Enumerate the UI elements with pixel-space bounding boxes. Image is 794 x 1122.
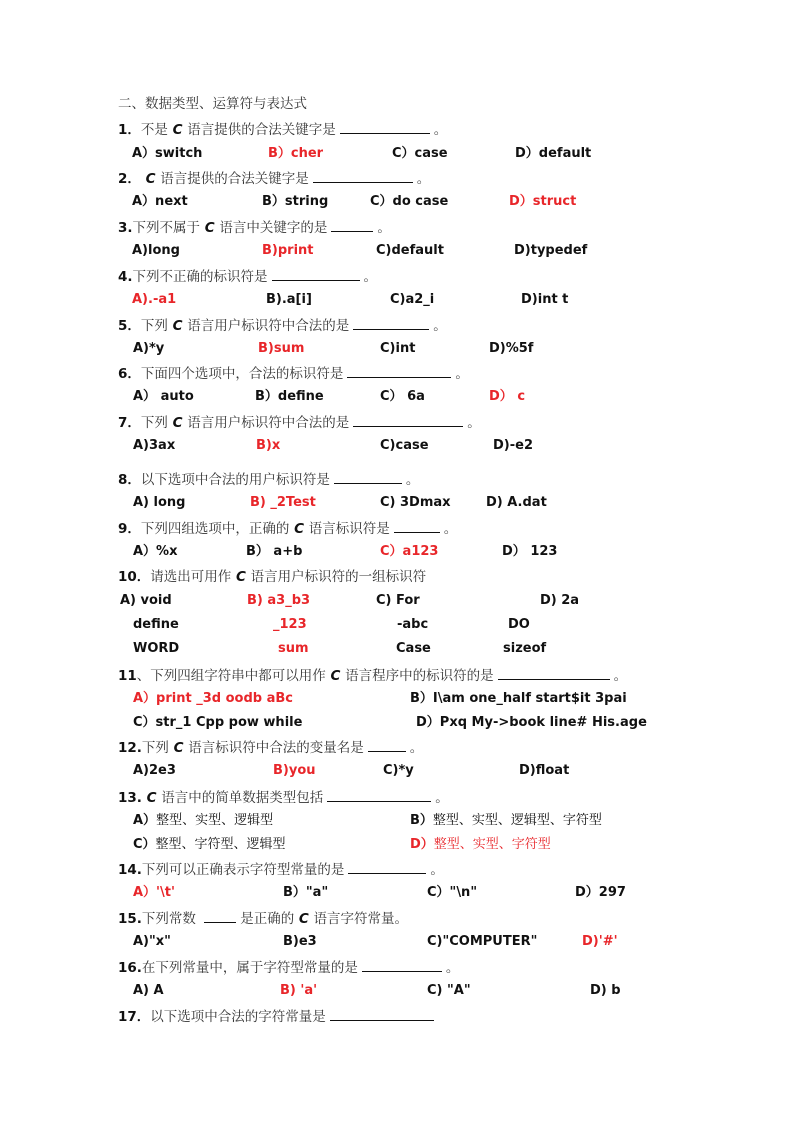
option: C）case	[392, 146, 448, 161]
question	[118, 266, 377, 286]
question-text: 下列可以正确表示字符型常量的是	[141, 862, 345, 878]
option: A) void	[120, 593, 172, 608]
option: D)float	[519, 763, 570, 778]
option-correct: B) a3_b3	[247, 593, 311, 608]
question-number: 9．	[118, 521, 141, 537]
option: A）整型、实型、逻辑型	[133, 813, 274, 828]
question-text: 以下选项中合法的用户标识符是	[140, 472, 330, 488]
question-suffix: 。	[467, 415, 481, 431]
question-text: 语言程序中的标识符的是	[345, 668, 494, 684]
question-suffix: 。	[363, 269, 378, 285]
question-number: 11	[118, 668, 137, 684]
question-number: 1．	[118, 122, 141, 138]
question-suffix: 。	[455, 366, 469, 382]
question-text: 下列不正确的标识符是	[132, 269, 268, 285]
c-keyword: C	[167, 122, 188, 138]
question-number: 2．	[118, 171, 141, 187]
question	[118, 168, 430, 188]
question-suffix: 。	[405, 472, 420, 488]
question	[118, 957, 459, 977]
option: C）"\n"	[427, 885, 478, 900]
option: B）define	[255, 389, 324, 404]
question-number: 14.	[118, 862, 142, 878]
c-keyword: C	[140, 171, 161, 187]
c-keyword: C	[200, 220, 220, 236]
question-text: 语言用户标识符中合法的是	[187, 318, 350, 334]
option: A)*y	[133, 341, 165, 356]
option: define	[133, 617, 179, 632]
option: sizeof	[503, 641, 547, 656]
option: Case	[396, 641, 431, 656]
answer-blank[interactable]	[334, 469, 402, 484]
c-keyword: C	[289, 521, 309, 537]
option-correct: B)you	[273, 763, 316, 778]
option-correct: A）'\t'	[133, 885, 175, 900]
option: D) 2a	[540, 593, 580, 608]
answer-blank[interactable]	[353, 412, 463, 427]
option-correct: B) 'a'	[280, 983, 318, 998]
question-text: 在下列常量中，属于字符型常量的是	[141, 960, 358, 976]
option: B）string	[262, 194, 329, 209]
option: A）%x	[133, 544, 178, 559]
option: B）整型、实型、逻辑型、字符型	[410, 813, 602, 828]
option: C) "A"	[427, 983, 471, 998]
c-keyword: C	[168, 740, 189, 756]
question	[118, 908, 408, 928]
c-keyword: C	[167, 318, 188, 334]
question-text: 语言中的简单数据类型包括	[161, 790, 324, 806]
question-suffix: 。	[433, 122, 448, 138]
option: C)default	[376, 243, 444, 258]
question-number: 7．	[118, 415, 141, 431]
option: C)a2_i	[390, 292, 435, 307]
answer-blank[interactable]	[330, 1006, 434, 1021]
answer-blank[interactable]	[272, 266, 360, 281]
option: D）Pxq My->book line# His.age	[416, 715, 647, 730]
question	[118, 217, 391, 237]
option-correct: B)sum	[258, 341, 305, 356]
option: C)*y	[383, 763, 414, 778]
option-correct: B)print	[262, 243, 314, 258]
question-number: 16.	[118, 960, 142, 976]
question	[118, 315, 447, 335]
question-suffix: 。	[613, 668, 628, 684]
option: D) A.dat	[486, 495, 547, 510]
option: A)long	[132, 243, 180, 258]
question	[118, 567, 426, 587]
answer-blank[interactable]	[327, 787, 431, 802]
option: B）I\am one_half start$it 3pai	[410, 691, 627, 706]
question	[118, 787, 449, 807]
question-text: 下列	[140, 318, 168, 334]
question-number: 4.	[118, 269, 133, 285]
question-suffix: 。	[416, 171, 431, 187]
question-suffix: 。	[430, 862, 444, 878]
question-text: 下列	[140, 415, 168, 431]
answer-blank[interactable]	[353, 315, 429, 330]
question-text: 下面四个选项中，合法的标识符是	[140, 366, 344, 382]
option: A）next	[132, 194, 188, 209]
option: C)"COMPUTER"	[427, 934, 538, 949]
option: C）do case	[370, 194, 449, 209]
answer-blank[interactable]	[331, 217, 373, 232]
question-number: 15.	[118, 911, 142, 927]
answer-blank[interactable]	[498, 665, 610, 680]
option: WORD	[133, 641, 180, 656]
question-suffix: 是正确的	[240, 911, 295, 927]
answer-blank[interactable]	[394, 518, 440, 533]
question-text: 下列四组选项中，正确的	[140, 521, 290, 537]
option-correct: D） c	[489, 389, 526, 404]
question	[118, 412, 481, 432]
question-suffix: 。	[377, 220, 391, 236]
question-text: 语言标识符是	[308, 521, 390, 537]
option: D）default	[515, 146, 592, 161]
question	[118, 363, 469, 383]
question	[118, 1006, 438, 1026]
option: C) 3Dmax	[380, 495, 451, 510]
question-text: 语言中关键字的是	[219, 220, 328, 236]
option-correct: B)x	[256, 438, 281, 453]
option-correct: B）cher	[268, 146, 324, 161]
option: A) long	[133, 495, 186, 510]
answer-blank[interactable]	[368, 737, 406, 752]
option: D)-e2	[493, 438, 533, 453]
answer-blank[interactable]	[204, 908, 236, 923]
option-correct: D）struct	[509, 194, 577, 209]
c-keyword: C	[325, 668, 346, 684]
option-correct: B) _2Test	[250, 495, 316, 510]
option: D) b	[590, 983, 621, 998]
option: B).a[i]	[266, 292, 312, 307]
answer-blank[interactable]	[347, 363, 451, 378]
question-number: 5．	[118, 318, 141, 334]
option: DO	[508, 617, 530, 632]
option: A)3ax	[133, 438, 176, 453]
option-correct: C）a123	[380, 544, 439, 559]
option: -abc	[397, 617, 429, 632]
question	[118, 119, 447, 139]
question	[118, 737, 423, 757]
question-number: 10．	[118, 569, 151, 585]
question-text: 不是	[140, 122, 168, 138]
c-keyword: C	[167, 415, 188, 431]
answer-blank[interactable]	[348, 859, 426, 874]
option: C） 6a	[380, 389, 425, 404]
c-keyword: C	[141, 790, 162, 806]
answer-blank[interactable]	[340, 119, 430, 134]
question-text: 请选出可用作	[150, 569, 232, 585]
option: A)2e3	[133, 763, 176, 778]
option: B）"a"	[283, 885, 329, 900]
question-suffix: 。	[445, 960, 460, 976]
option-correct: A）print _3d oodb aBc	[133, 691, 293, 706]
c-keyword: C	[294, 911, 314, 927]
question-suffix: 。	[409, 740, 424, 756]
question-text: 语言提供的合法关键字是	[160, 171, 309, 187]
option-correct: sum	[278, 641, 309, 656]
option: D） 123	[502, 544, 558, 559]
question-text: 、下列四组字符串中都可以用作	[136, 668, 326, 684]
option: C）str_1 Cpp pow while	[133, 715, 303, 730]
option-correct: D）整型、实型、字符型	[410, 837, 551, 852]
option: A) A	[133, 983, 164, 998]
question-text: 下列不属于	[132, 220, 201, 236]
option: A)"x"	[133, 934, 171, 949]
question-number: 8．	[118, 472, 141, 488]
question	[118, 469, 419, 489]
option: C）整型、字符型、逻辑型	[133, 837, 286, 852]
question-text: 下列常数	[141, 911, 201, 927]
question-text: 语言标识符中合法的变量名是	[188, 740, 364, 756]
option: B） a+b	[246, 544, 303, 559]
answer-blank[interactable]	[362, 957, 442, 972]
question	[118, 518, 457, 538]
option-correct: D)'#'	[582, 934, 618, 949]
option: D)%5f	[489, 341, 534, 356]
option: C)case	[380, 438, 429, 453]
option: A）switch	[132, 146, 203, 161]
option: D）297	[575, 885, 626, 900]
option-correct: A).-a1	[132, 292, 177, 307]
option: D)int t	[521, 292, 569, 307]
question-number: 17．	[118, 1009, 151, 1025]
question-suffix: 。	[443, 521, 458, 537]
option-correct: _123	[273, 617, 307, 632]
question-suffix: 。	[433, 318, 447, 334]
question-number: 6．	[118, 366, 141, 382]
question-text: 语言用户标识符中合法的是	[187, 415, 350, 431]
question	[118, 859, 444, 879]
c-keyword: C	[231, 569, 251, 585]
option: C)int	[380, 341, 416, 356]
question-text: 语言提供的合法关键字是	[187, 122, 336, 138]
option: B)e3	[283, 934, 317, 949]
question-number: 3.	[118, 220, 133, 236]
option: C) For	[376, 593, 420, 608]
question	[118, 665, 627, 685]
option: A） auto	[133, 389, 194, 404]
question-text: 语言用户标识符的一组标识符	[250, 569, 427, 585]
question-suffix: 语言字符常量。	[313, 911, 409, 927]
question-suffix: 。	[435, 790, 449, 806]
question-text: 以下选项中合法的字符常量是	[150, 1009, 326, 1025]
section-title: 二、数据类型、运算符与表达式	[118, 96, 307, 112]
question-number: 12.	[118, 740, 142, 756]
option: D)typedef	[514, 243, 588, 258]
answer-blank[interactable]	[313, 168, 413, 183]
question-text: 下列	[141, 740, 169, 756]
question-number: 13.	[118, 790, 142, 806]
